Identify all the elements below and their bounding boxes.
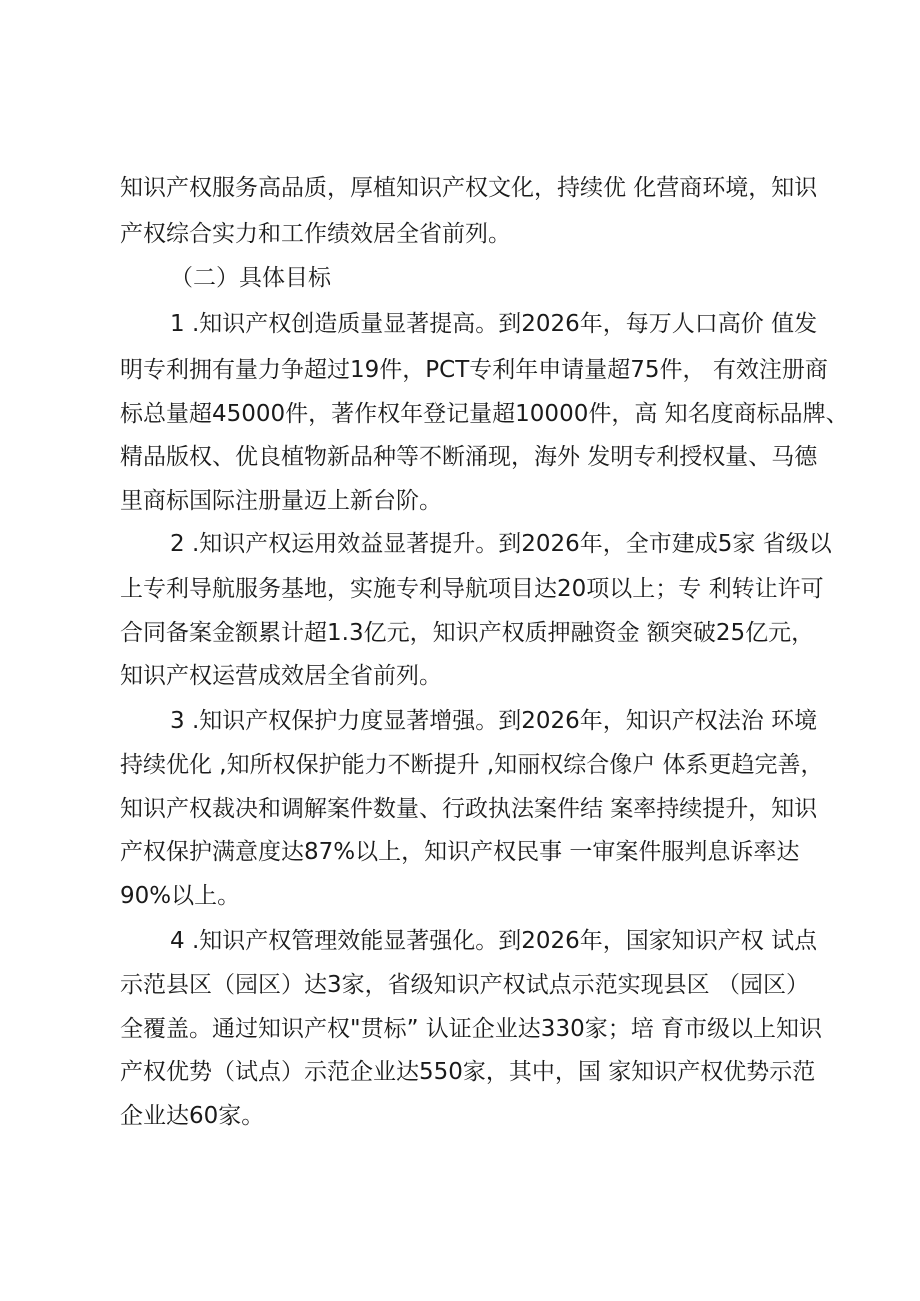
paragraph-4-line: 企业达60家。 — [120, 1103, 265, 1129]
paragraph-3-line: 产权保护满意度达87%以上，知识产权民事 一审案件服判息诉率达 — [120, 839, 800, 865]
paragraph-2-line: 合同备案金额累计超1.3亿元，知识产权质押融资金 额突破25亿元， — [120, 620, 815, 646]
paragraph-2-line: 上专利导航服务基地，实施专利导航项目达20项以上；专 利转让许可 — [120, 576, 824, 602]
section-heading: （二）具体目标 — [170, 265, 331, 291]
paragraph-3-line: 90%以上。 — [120, 883, 241, 909]
paragraph-1-line: 标总量超45000件，著作权年登记量超10000件，高 知名度商标品牌、 — [120, 401, 849, 427]
text-line: 产权综合实力和工作绩效居全省前列。 — [120, 221, 511, 247]
paragraph-3-line: 知识产权裁决和调解案件数量、行政执法案件结 案率持续提升，知识 — [120, 796, 818, 822]
paragraph-4-line: 产权优势（试点）示范企业达550家，其中，国 家知识产权优势示范 — [120, 1059, 816, 1085]
paragraph-2-line: 知识产权运营成效居全省前列。 — [120, 663, 442, 689]
paragraph-1-line: 精品版权、优良植物新品种等不断涌现，海外 发明专利授权量、马德 — [120, 444, 818, 470]
paragraph-1-line: 明专利拥有量力争超过19件，PCT专利年申请量超75件， 有效注册商 — [120, 357, 828, 383]
text-line: 知识产权服务高品质，厚植知识产权文化，持续优 化营商环境，知识 — [120, 175, 818, 201]
paragraph-2-line: 2 .知识产权运用效益显著提升。到2026年，全市建成5家 省级以 — [170, 531, 832, 557]
paragraph-4-line: 4 .知识产权管理效能显著强化。到2026年，国家知识产权 试点 — [170, 928, 818, 954]
paragraph-3-line: 3 .知识产权保护力度显著增强。到2026年，知识产权法治 环境 — [170, 708, 818, 734]
paragraph-1-line: 里商标国际注册量迈上新台阶。 — [120, 488, 442, 514]
paragraph-1-line: 1 .知识产权创造质量显著提高。到2026年，每万人口高价 值发 — [170, 311, 818, 337]
paragraph-3-line: 持续优化 ,知所权保护能力不断提升 ,知丽权综合像户 体系更趋完善， — [120, 752, 824, 778]
paragraph-4-line: 全覆盖。通过知识产权"贯标” 认证企业达330家；培 育市级以上知识 — [120, 1016, 823, 1042]
paragraph-4-line: 示范县区（园区）达3家，省级知识产权试点示范实现县区 （园区） — [120, 972, 809, 998]
